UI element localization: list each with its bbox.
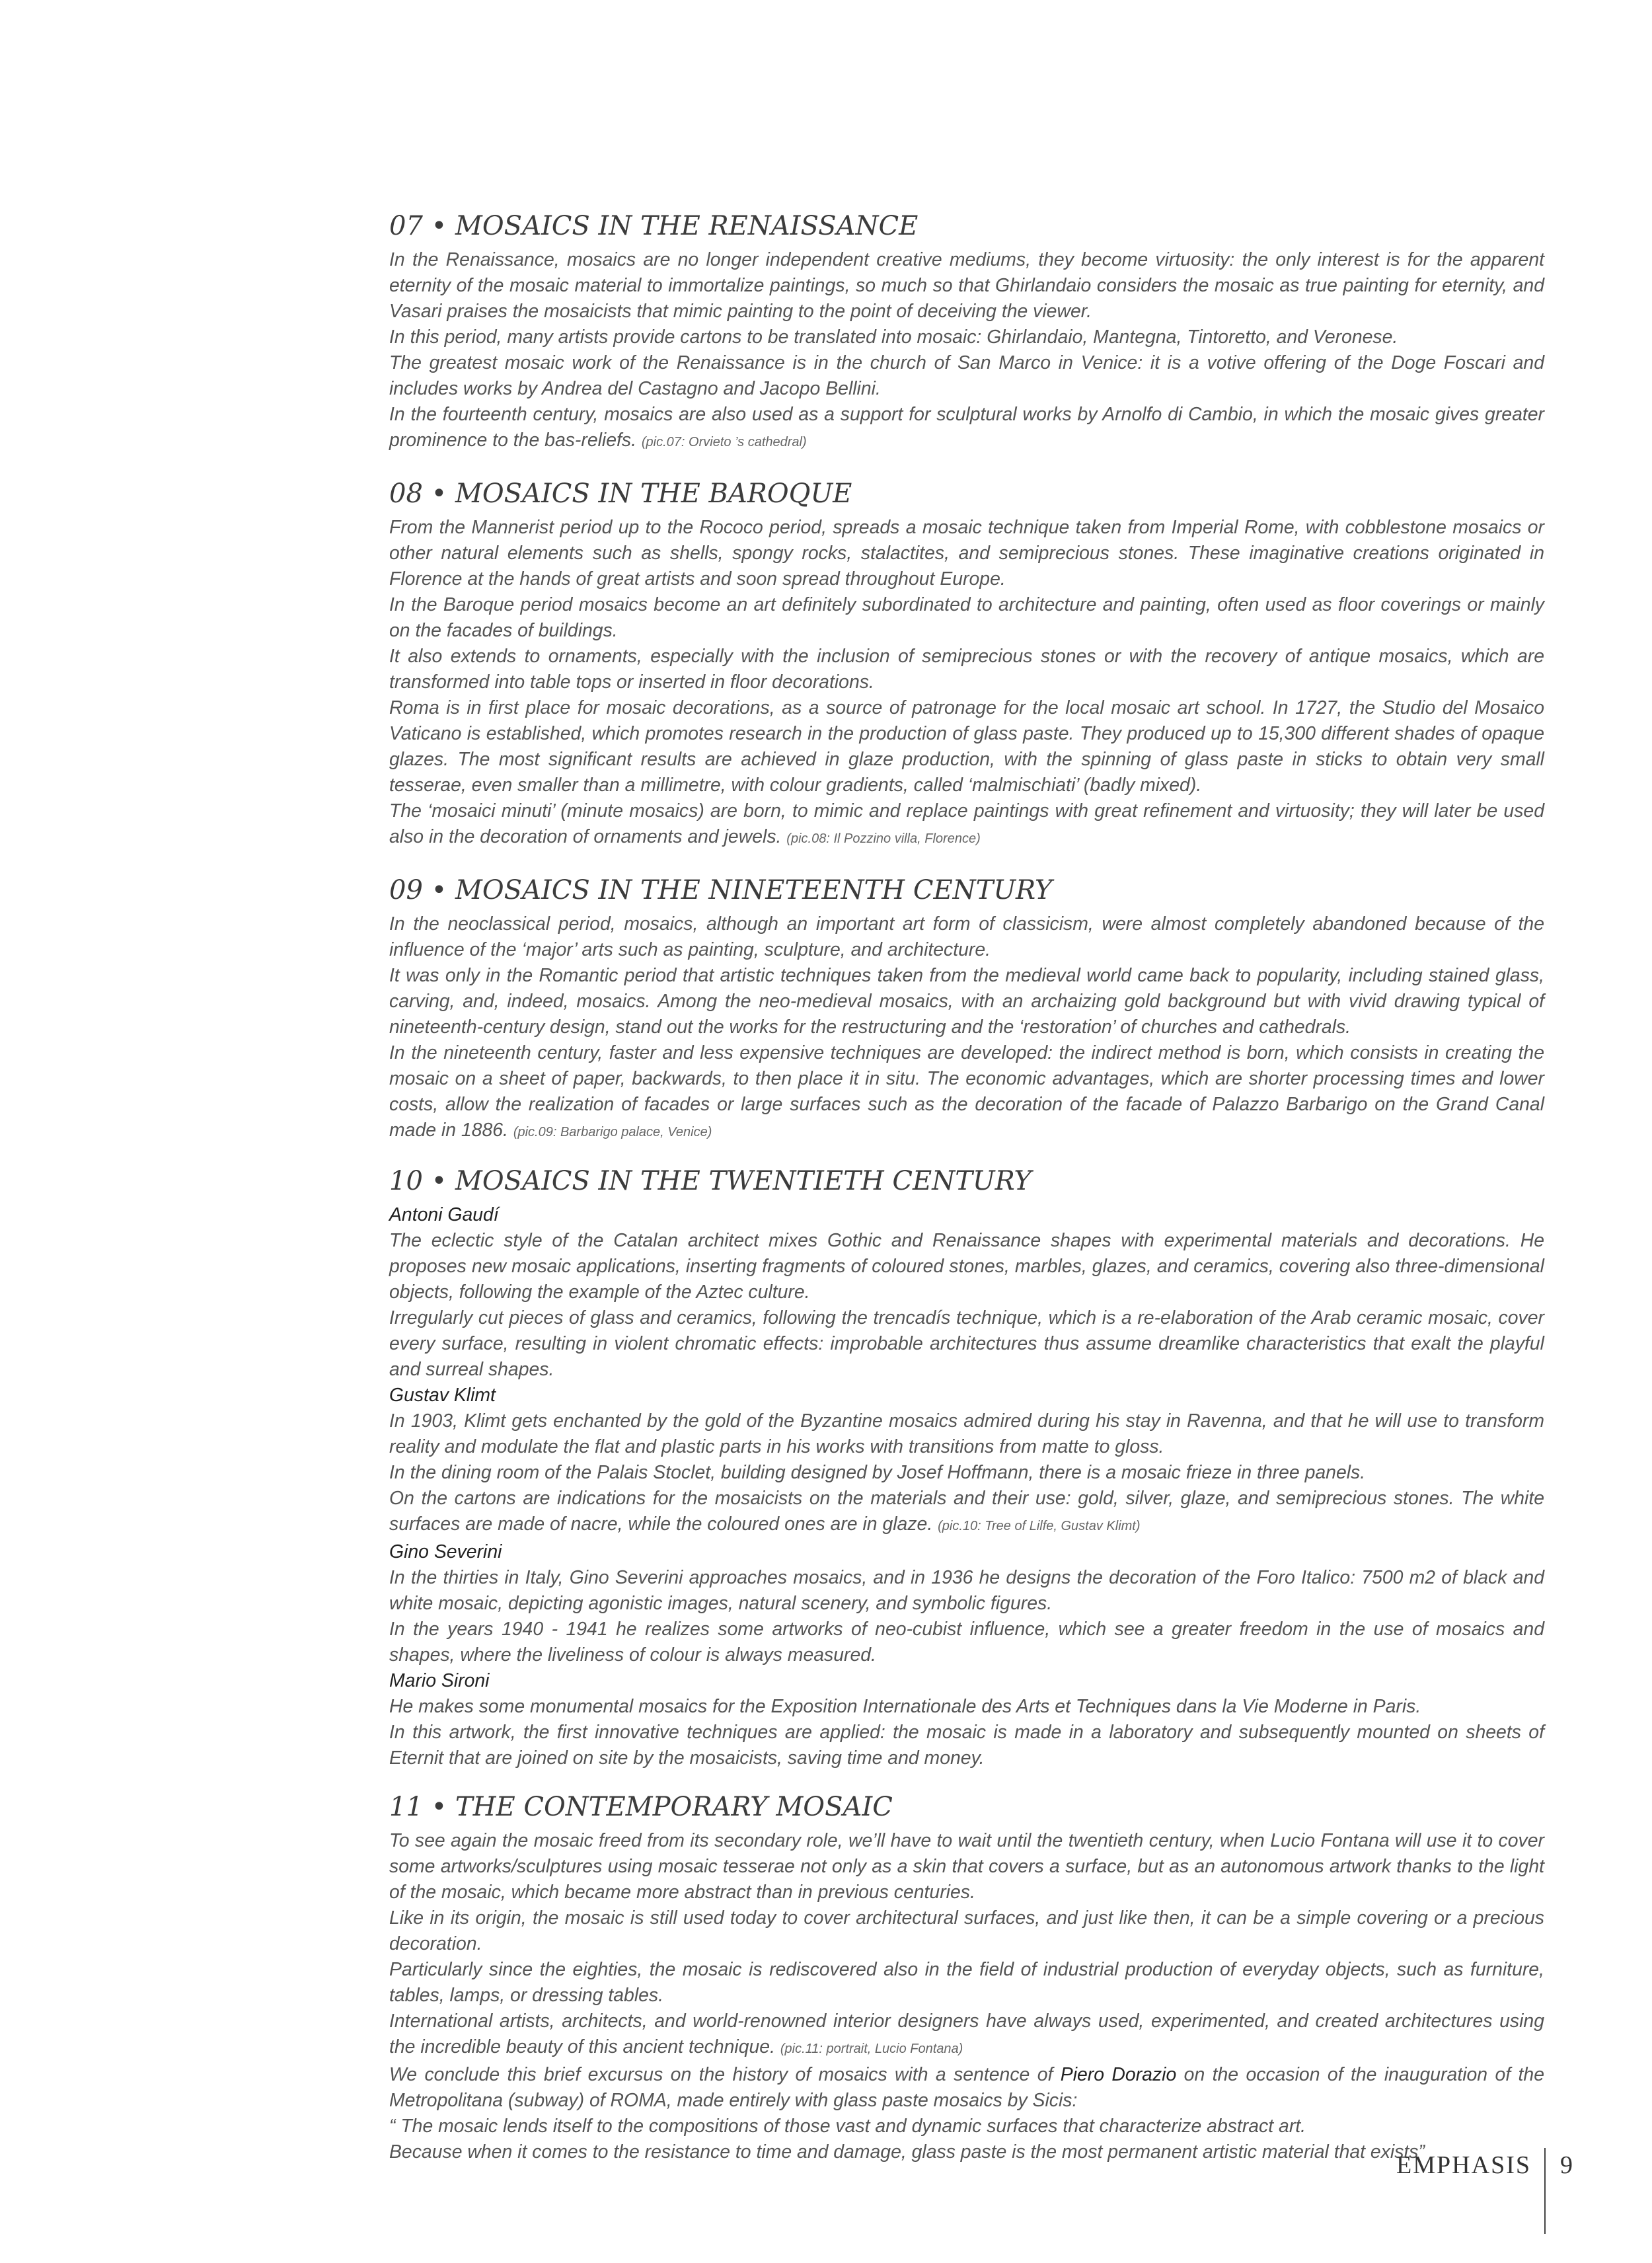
- paragraph: In the dining room of the Palais Stoclet, building designed by Josef Hoffmann, there is a mosaic frieze in three panels.: [389, 1462, 1366, 1483]
- paragraph-text: In the fourteenth century, mosaics are also used as a support for sculptural works by Arnolfo di Cambio, in which the mosaic gives greater prominence to the bas-reliefs.: [389, 404, 1544, 451]
- paragraph-text: The ‘mosaici minuti’ (minute mosaics) are born, to mimic and replace paintings with great refinement and virtuosity; they will later be used also in the decoration of ornaments and jewels.: [389, 800, 1544, 847]
- paragraph: In the Baroque period mosaics become an art definitely subordinated to architecture and painting, often used as floor coverings or mainly on the facades of buildings.: [389, 594, 1544, 641]
- paragraph: In the neoclassical period, mosaics, although an important art form of classicism, were almost completely abandoned because of the influence of the ‘major’ arts such as painting, sculpture, and architecture.: [389, 913, 1544, 960]
- paragraph-text: On the cartons are indications for the mosaicists on the materials and their use: gold, silver, glaze, and semiprecious stones. The white surfaces are made of nacre, while the coloured ones are in glaze.: [389, 1488, 1544, 1535]
- paragraph: Like in its origin, the mosaic is still used today to cover architectural surfaces, and just like then, it can be a simple covering or a precious decoration.: [389, 1907, 1544, 1954]
- artist-name-sironi: Mario Sironi: [389, 1670, 490, 1691]
- section-heading: 07 • MOSAICS IN THE RENAISSANCE: [389, 211, 919, 241]
- picture-caption: (pic.08: Il Pozzino villa, Florence): [786, 831, 981, 846]
- page-number: 9: [1560, 2151, 1573, 2179]
- paragraph: [389, 1486, 1544, 1539]
- paragraph-text: In the nineteenth century, faster and less expensive techniques are developed: the indirect method is born, which consists in creating the mosaic on a sheet of paper, backwards, to then place it in situ. The economic advantages, which are shorter processing times and lower costs, allow the realization of facades or large surfaces such as the decoration of the facade of Palazzo Barbarigo on the Grand Canal made in 1886.: [389, 1042, 1544, 1141]
- paragraph: In 1903, Klimt gets enchanted by the gold of the Byzantine mosaics admired during his stay in Ravenna, and that he will use to transform reality and modulate the flat and plastic parts in his works with transitions from matte to gloss.: [389, 1410, 1544, 1457]
- paragraph: The greatest mosaic work of the Renaissance is in the church of San Marco in Venice: it is a votive offering of the Doge Foscari and includes works by Andrea del Castagno and Jacopo Bellini.: [389, 352, 1544, 399]
- page-footer: [1396, 2148, 1573, 2234]
- artist-name-klimt: Gustav Klimt: [389, 1385, 496, 1406]
- section-renaissance: [389, 210, 1544, 455]
- section-nineteenth-century: [389, 874, 1544, 1145]
- paragraph-text: We conclude this brief excursus on the history of mosaics with a sentence of: [389, 2064, 1061, 2085]
- section-contemporary-mosaic: [389, 1791, 1544, 2165]
- paragraph: [389, 798, 1544, 852]
- paragraph: [389, 402, 1544, 455]
- picture-caption: (pic.10: Tree of Lilfe, Gustav Klimt): [938, 1519, 1141, 1533]
- paragraph: He makes some monumental mosaics for the Exposition Internationale des Arts et Techniques dans la Vie Moderne in Paris.: [389, 1696, 1421, 1717]
- paragraph: From the Mannerist period up to the Rococo period, spreads a mosaic technique taken from Imperial Rome, with cobblestone mosaics or other natural elements such as shells, spongy rocks, stalactites, and semiprecious stones. These imaginative creations originated in Florence at the hands of great artists and soon spread throughout Europe.: [389, 517, 1544, 590]
- paragraph: Particularly since the eighties, the mosaic is rediscovered also in the field of industrial production of everyday objects, such as furniture, tables, lamps, or dressing tables.: [389, 1959, 1544, 2006]
- article-body: [389, 210, 1544, 2165]
- section-heading: 08 • MOSAICS IN THE BAROQUE: [389, 479, 852, 509]
- quoted-author-name: Piero Dorazio: [1060, 2064, 1177, 2085]
- paragraph: [389, 2009, 1544, 2062]
- section-baroque: [389, 478, 1544, 852]
- picture-caption: (pic.09: Barbarigo palace, Venice): [513, 1125, 712, 1139]
- paragraph: It was only in the Romantic period that artistic techniques taken from the medieval world came back to popularity, including stained glass, carving, and, indeed, mosaics. Among the neo-medieval mosaics, with an archaizing gold background but with vivid drawing typical of nineteenth-century design, stand out the works for the restructuring and the ‘restoration’ of churches and cathedrals.: [389, 965, 1544, 1038]
- paragraph: Irregularly cut pieces of glass and ceramics, following the trencadís technique, which is a re-elaboration of the Arab ceramic mosaic, cover every surface, resulting in violent chromatic effects: improbable architectures thus assume dreamlike characteristics that exalt the playful and surreal shapes.: [389, 1307, 1544, 1380]
- section-heading: 11 • THE CONTEMPORARY MOSAIC: [389, 1792, 893, 1822]
- paragraph: In this period, many artists provide cartons to be translated into mosaic: Ghirlandaio, Mantegna, Tintoretto, and Veronese.: [389, 326, 1398, 348]
- artist-name-severini: Gino Severini: [389, 1541, 502, 1562]
- artist-name-gaudi: Antoni Gaudí: [389, 1204, 499, 1225]
- paragraph: In the Renaissance, mosaics are no longer independent creative mediums, they become virtuosity: the only interest is for the apparent eternity of the mosaic material to immortalize paintings, so much so that Ghirlandaio considers the mosaic as true painting for eternity, and Vasari praises the mosaicists that mimic painting to the point of deceiving the viewer.: [389, 249, 1544, 322]
- quote-line: “ The mosaic lends itself to the compositions of those vast and dynamic surfaces that characterize abstract art.: [389, 2116, 1306, 2137]
- paragraph: In the years 1940 - 1941 he realizes some artworks of neo-cubist influence, which see a greater freedom in the use of mosaics and shapes, where the liveliness of colour is always measured.: [389, 1619, 1544, 1666]
- picture-caption: (pic.07: Orvieto ’s cathedral): [641, 435, 807, 449]
- paragraph: The eclectic style of the Catalan architect mixes Gothic and Renaissance shapes with experimental materials and decorations. He proposes new mosaic applications, inserting fragments of coloured stones, marbles, glazes, and ceramics, covering also three-dimensional objects, following the example of the Aztec culture.: [389, 1230, 1544, 1303]
- quote-line: Because when it comes to the resistance to time and damage, glass paste is the most permanent artistic material that exists”: [389, 2141, 1425, 2163]
- paragraph-text: on the occasion of the inauguration of the Metropolitana (subway) of ROMA, made entirely with glass paste mosaics by Sicis:: [389, 2064, 1545, 2111]
- picture-caption: (pic.11: portrait, Lucio Fontana): [780, 2042, 963, 2056]
- paragraph: [389, 1040, 1544, 1145]
- section-twentieth-century: [389, 1165, 1544, 1771]
- paragraph: In this artwork, the first innovative techniques are applied: the mosaic is made in a laboratory and subsequently mounted on sheets of Eternit that are joined on site by the mosaicists, saving time and money.: [389, 1722, 1544, 1769]
- paragraph-text: International artists, architects, and world-renowned interior designers have always used, experimented, and created architectures using the incredible beauty of this ancient technique.: [389, 2011, 1544, 2057]
- magazine-brand: EMPHASIS: [1396, 2151, 1531, 2179]
- paragraph: [389, 2062, 1544, 2114]
- paragraph: Roma is in first place for mosaic decorations, as a source of patronage for the local mosaic art school. In 1727, the Studio del Mosaico Vaticano is established, which promotes research in the production of glass paste. They produced up to 15,300 different shades of opaque glazes. The most significant results are achieved in glaze production, with the spinning of glass paste in sticks to obtain very small tesserae, even smaller than a millimetre, with colour gradients, called ‘malmischiati’ (badly mixed).: [389, 697, 1544, 796]
- paragraph: In the thirties in Italy, Gino Severini approaches mosaics, and in 1936 he designs the decoration of the Foro Italico: 7500 m2 of black and white mosaic, depicting agonistic images, natural scenery, and symbolic figures.: [389, 1567, 1544, 1614]
- section-heading: 09 • MOSAICS IN THE NINETEENTH CENTURY: [389, 875, 1053, 905]
- paragraph: It also extends to ornaments, especially with the inclusion of semiprecious stones or with the recovery of antique mosaics, which are transformed into table tops or inserted in floor decorations.: [389, 646, 1544, 693]
- paragraph: To see again the mosaic freed from its secondary role, we’ll have to wait until the twentieth century, when Lucio Fontana will use it to cover some artworks/sculptures using mosaic tesserae not only as a skin that covers a surface, but as an autonomous artwork thanks to the light of the mosaic, which became more abstract than in previous centuries.: [389, 1830, 1544, 1903]
- section-heading: 10 • MOSAICS IN THE TWENTIETH CENTURY: [389, 1166, 1032, 1196]
